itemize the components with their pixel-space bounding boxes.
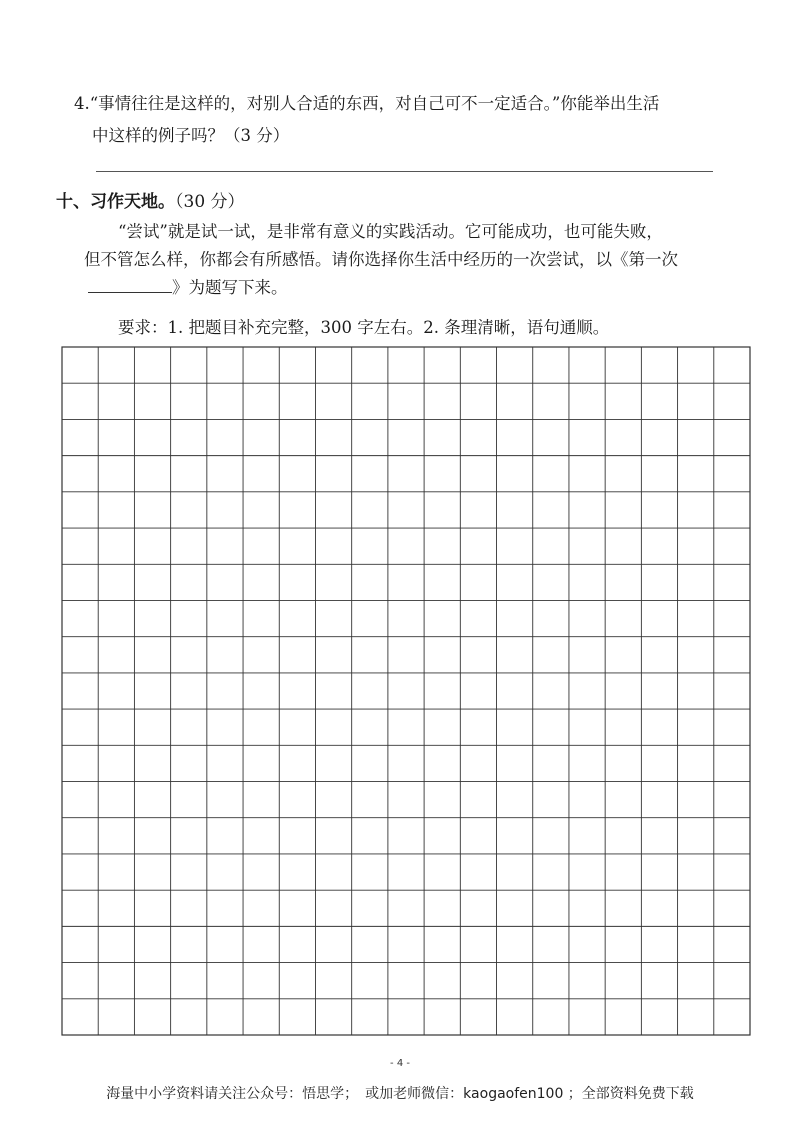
prompt-line-3-text: 》为题写下来。 [172,278,288,297]
page-number: - 4 - [390,1058,410,1069]
requirements: 要求：1. 把题目补充完整，300 字左右。2. 条理清晰，语句通顺。 [118,318,610,337]
prompt-line-1: “尝试”就是试一试，是非常有意义的实践活动。它可能成功，也可能失败， [118,222,663,241]
prompt-line-2: 但不管怎么样，你都会有所感悟。请你选择你生活中经历的一次尝试，以《第一次 [84,250,678,269]
section-10-score: （30 分） [175,192,245,212]
grid-border [62,347,750,1035]
footer-notice: 海量中小学资料请关注公众号：悟思学； 或加老师微信：kaogaofen100 ；全部资料免费下载 [106,1086,694,1102]
question-4-line-1: 4.“事情往往是这样的，对别人合适的东西，对自己可不一定适合。”你能举出生活 [74,94,660,113]
question-4-line-2: 中这样的例子吗？（3 分） [92,126,290,145]
section-10-heading: 十、习作天地。 [56,192,175,212]
